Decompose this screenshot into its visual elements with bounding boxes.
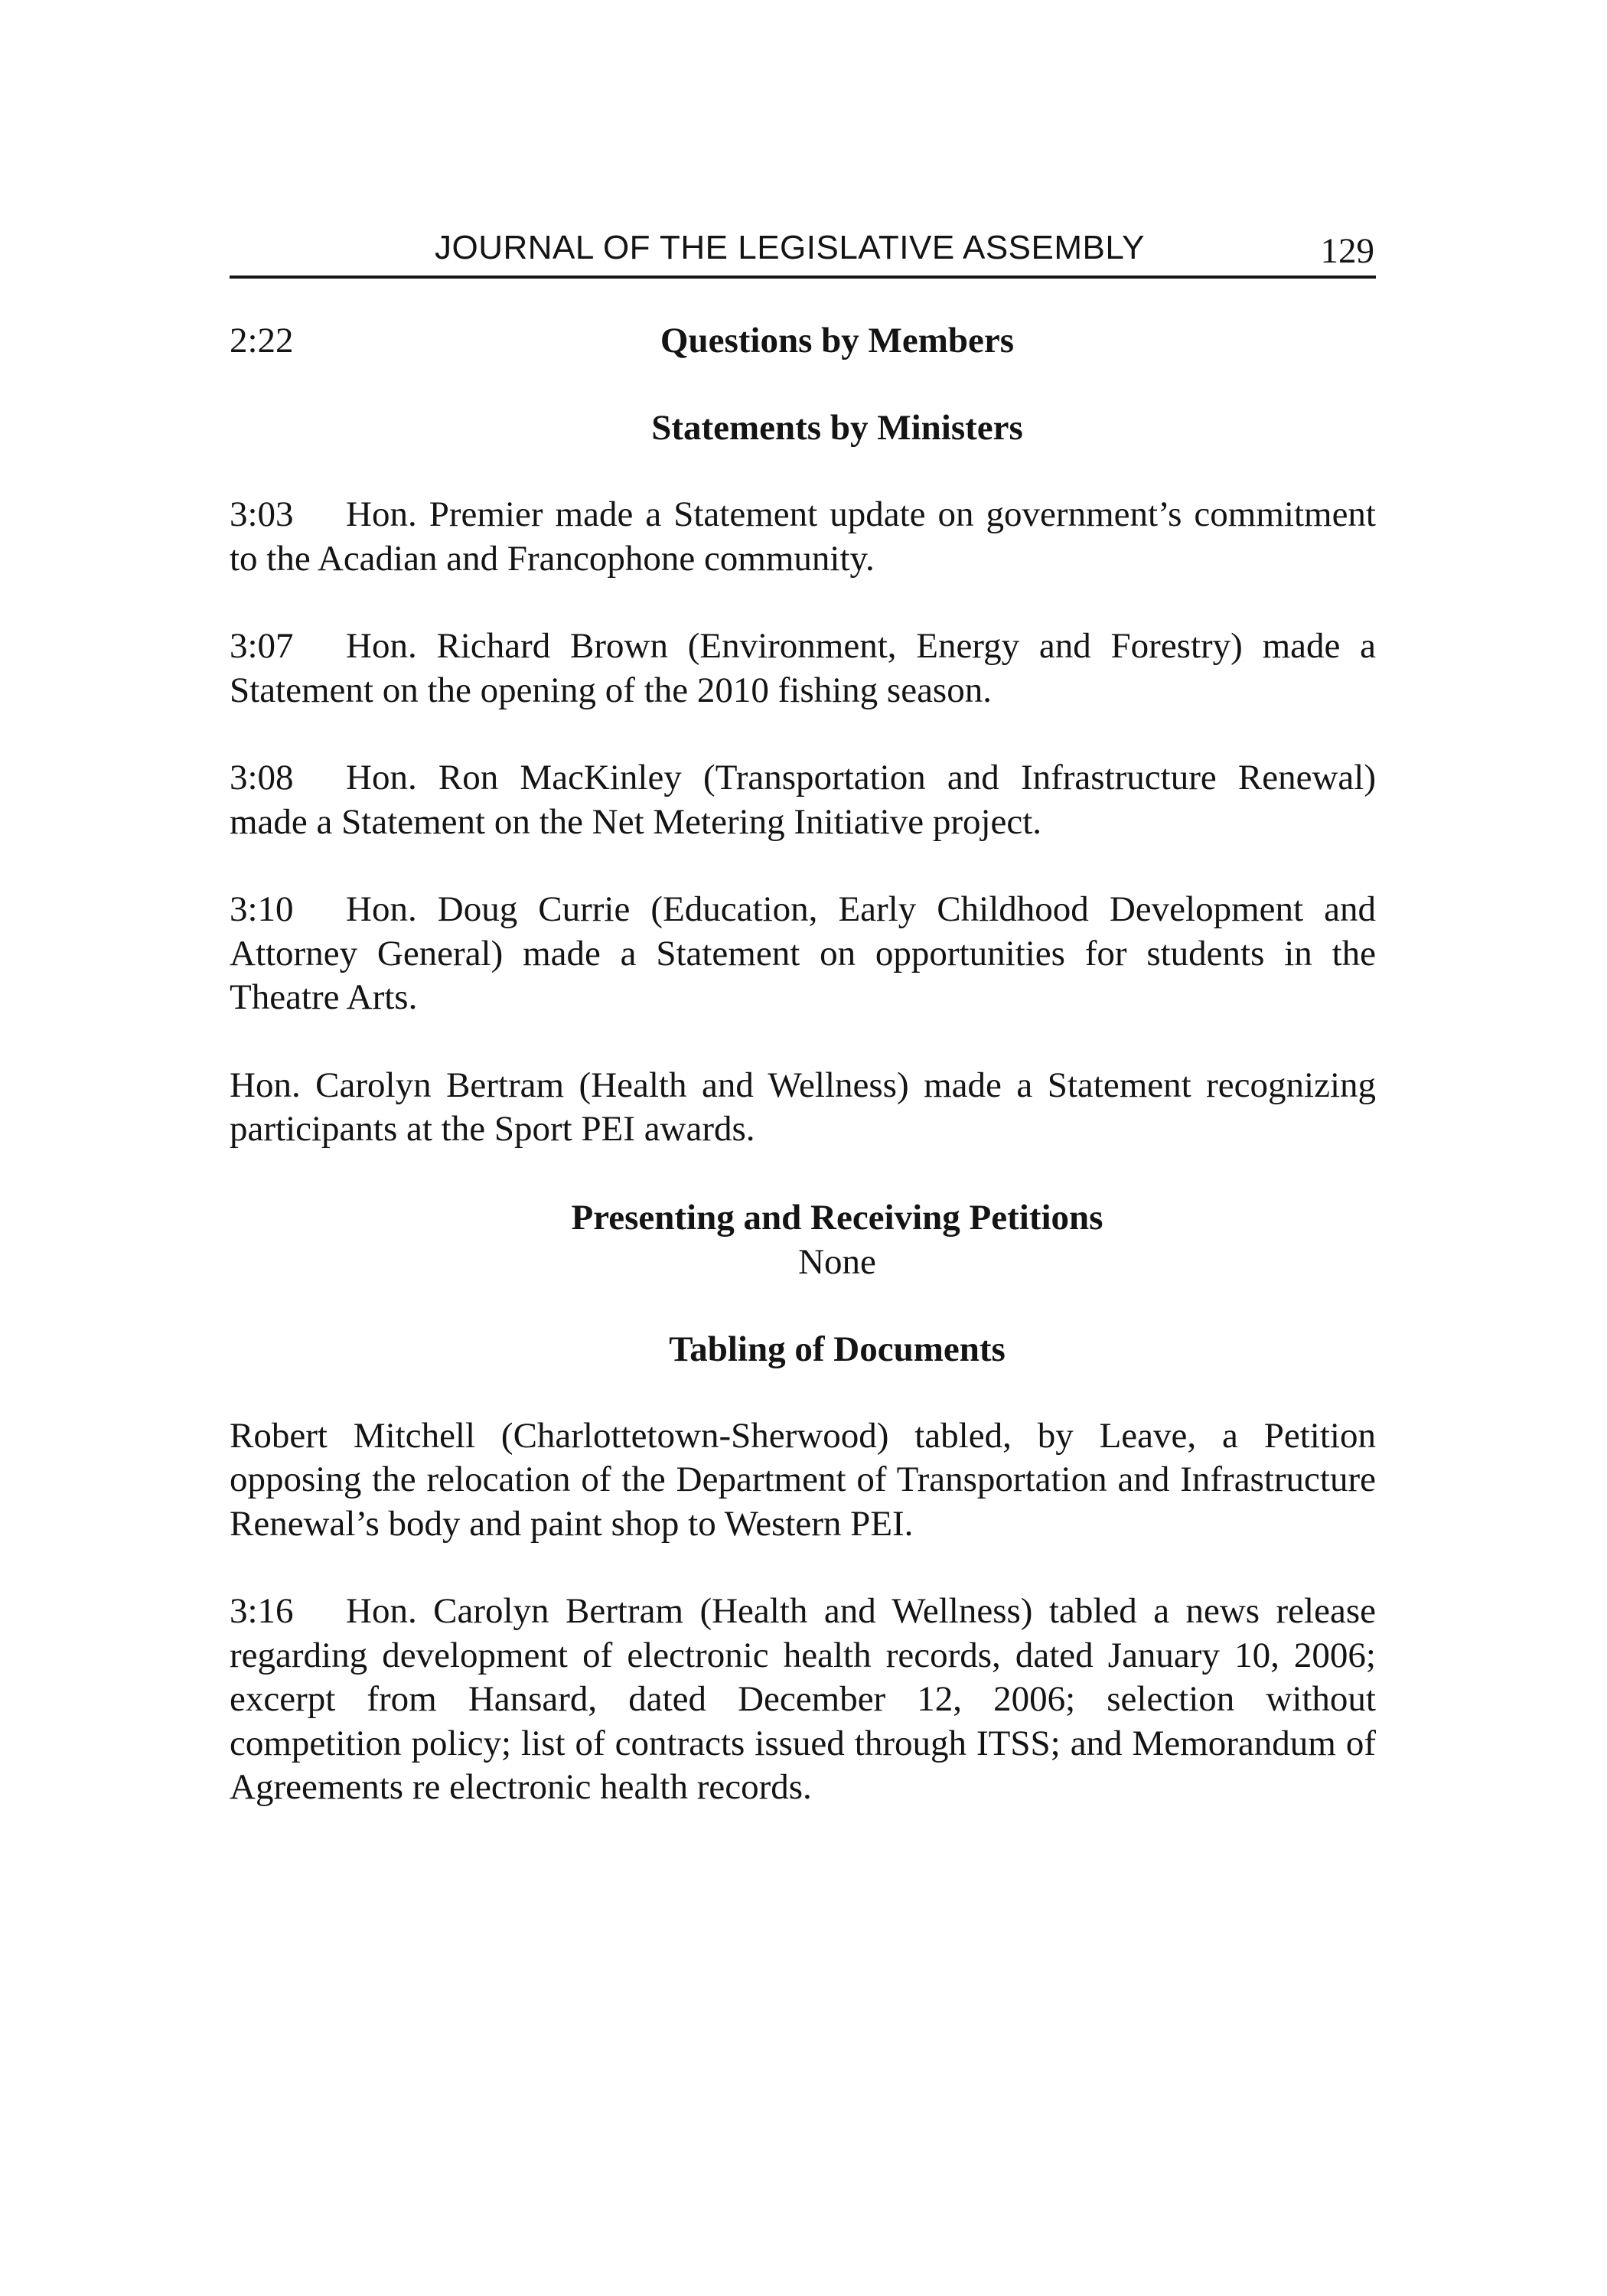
entry-text: Robert Mitchell (Charlottetown-Sherwood) tabled, by Leave, a Petition opposing the relocation of the Department of Transportation and Infrastructure Renewal’s body and paint shop to Western PEI. [230,1415,1376,1544]
entry-text: Hon. Carolyn Bertram (Health and Wellness) tabled a news release regarding development of electronic health records, dated January 10, 2006; excerpt from Hansard, dated December 12, 2006; selection without competition policy; list of contracts issued through ITSS; and Memorandum of Agreements re electronic health records. [230,1591,1376,1807]
questions-row [230,318,1376,363]
tabling-entry [230,1590,1376,1810]
entry-text: Hon. Doug Currie (Education, Early Childhood Development and Attorney General) made a Statement on opportunities for students in the Theatre Arts. [230,889,1376,1017]
entry-text: Hon. Premier made a Statement update on government’s commitment to the Acadian and Francophone community. [230,494,1376,579]
section-heading-statements: Statements by Ministers [651,408,1023,448]
entry-time: 3:08 [230,758,294,797]
section-heading-tabling: Tabling of Documents [669,1329,1006,1369]
page-number: 129 [1320,231,1374,271]
statement-entry [230,1064,1376,1152]
statement-entry [230,625,1376,713]
entry-time: 2:22 [230,321,294,360]
petitions-none: None [798,1241,876,1282]
section-heading-questions: Questions by Members [660,321,1015,360]
running-header [230,227,1376,279]
statement-entry [230,888,1376,1020]
entry-text: Hon. Ron MacKinley (Transportation and Infrastructure Renewal) made a Statement on the Net Metering Initiative project. [230,758,1376,842]
entry-time: 3:03 [230,494,294,534]
entry-text: Hon. Richard Brown (Environment, Energy and Forestry) made a Statement on the opening of the 2010 fishing season. [230,626,1376,710]
entry-text: Hon. Carolyn Bertram (Health and Wellness) made a Statement recognizing participants at the Sport PEI awards. [230,1065,1376,1149]
entry-time: 3:07 [230,626,294,666]
section-heading-petitions: Presenting and Receiving Petitions [571,1197,1103,1238]
journal-body [230,318,1376,1854]
statement-entry [230,756,1376,844]
journal-title: JOURNAL OF THE LEGISLATIVE ASSEMBLY [435,229,1145,266]
tabling-entry [230,1414,1376,1547]
statement-entry [230,493,1376,581]
entry-time: 3:10 [230,889,294,929]
entry-time: 3:16 [230,1591,294,1631]
